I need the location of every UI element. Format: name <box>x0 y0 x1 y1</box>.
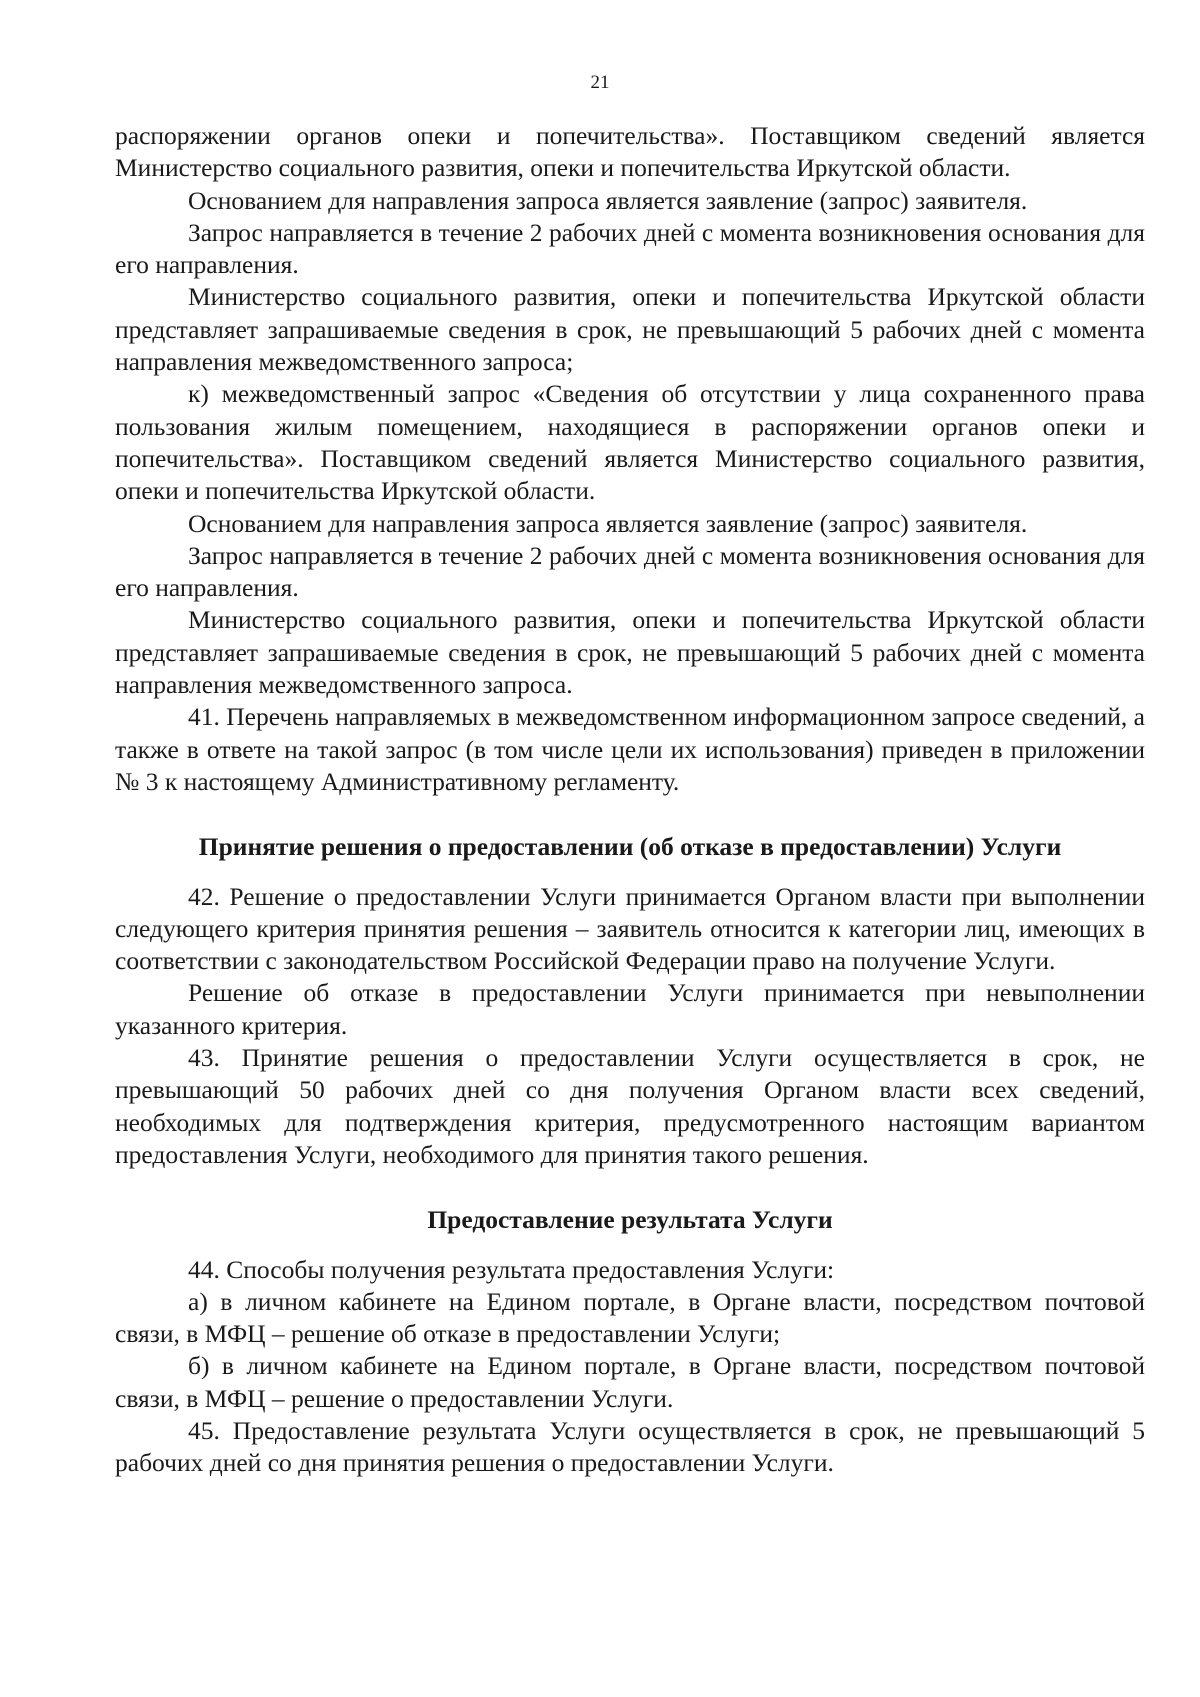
paragraph: Основанием для направления запроса является заявление (запрос) заявителя. <box>188 508 1028 538</box>
paragraph: Запрос направляется в течение 2 рабочих дней с момента возникновения основания для его направления. <box>115 540 1145 603</box>
paragraph: к) межведомственный запрос «Сведения об отсутствии у лица сохраненного права пользования жилым помещением, находящиеся в распоряжении органов опеки и попечительства». Поставщиком сведений является Министерство социального развития, опеки и попечительства Иркутской области. <box>115 379 1145 506</box>
paragraph: Основанием для направления запроса является заявление (запрос) заявителя. <box>188 185 1028 215</box>
paragraph-42: 42. Решение о предоставлении Услуги принимается Органом власти при выполнении следующего критерия принятия решения – заявитель относится к категории лиц, имеющих в соответствии с законодательством Российской Федерации право на получение Услуги. <box>115 881 1145 976</box>
paragraph-41: 41. Перечень направляемых в межведомственном информационном запросе сведений, а также в ответе на такой запрос (в том числе цели их использования) приведен в приложении № 3 к настоящему Административному регламенту. <box>115 702 1145 796</box>
paragraph-43: 43. Принятие решения о предоставлении Услуги осуществляется в срок, не превышающий 50 рабочих дней со дня получения Органом власти всех сведений, необходимых для подтверждения критерия, предусмотренного настоящим вариантом предоставления Услуги, необходимого для принятия такого решения. <box>115 1043 1145 1169</box>
section-heading-decision: Принятие решения о предоставлении (об отказе в предоставлении) Услуги <box>198 832 1062 862</box>
paragraph: Решение об отказе в предоставлении Услуги принимается при невыполнении указанного критерия. <box>115 978 1145 1040</box>
section-heading-result: Предоставление результата Услуги <box>427 1205 833 1235</box>
page-number: 21 <box>590 72 610 93</box>
document-body <box>115 120 1145 1480</box>
paragraph: Запрос направляется в течение 2 рабочих дней с момента возникновения основания для его направления. <box>115 217 1145 280</box>
paragraph: а) в личном кабинете на Едином портале, в Органе власти, посредством почтовой связи, в МФЦ – решение об отказе в предоставлении Услуги; <box>115 1286 1145 1349</box>
paragraph-continuation: распоряжении органов опеки и попечительства». Поставщиком сведений является Министерство социального развития, опеки и попечительства Иркутской области. <box>115 121 1145 183</box>
paragraph: Министерство социального развития, опеки и попечительства Иркутской области представляет запрашиваемые сведения в срок, не превышающий 5 рабочих дней с момента направления межведомственного запроса. <box>115 605 1145 700</box>
paragraph: Министерство социального развития, опеки и попечительства Иркутской области представляет запрашиваемые сведения в срок, не превышающий 5 рабочих дней с момента направления межведомственного запроса; <box>115 282 1145 377</box>
paragraph-45: 45. Предоставление результата Услуги осуществляется в срок, не превышающий 5 рабочих дней со дня принятия решения о предоставлении Услуги. <box>115 1415 1145 1478</box>
paragraph-44: 44. Способы получения результата предоставления Услуги: <box>188 1254 835 1284</box>
paragraph: б) в личном кабинете на Едином портале, в Органе власти, посредством почтовой связи, в МФЦ – решение о предоставлении Услуги. <box>115 1351 1145 1413</box>
